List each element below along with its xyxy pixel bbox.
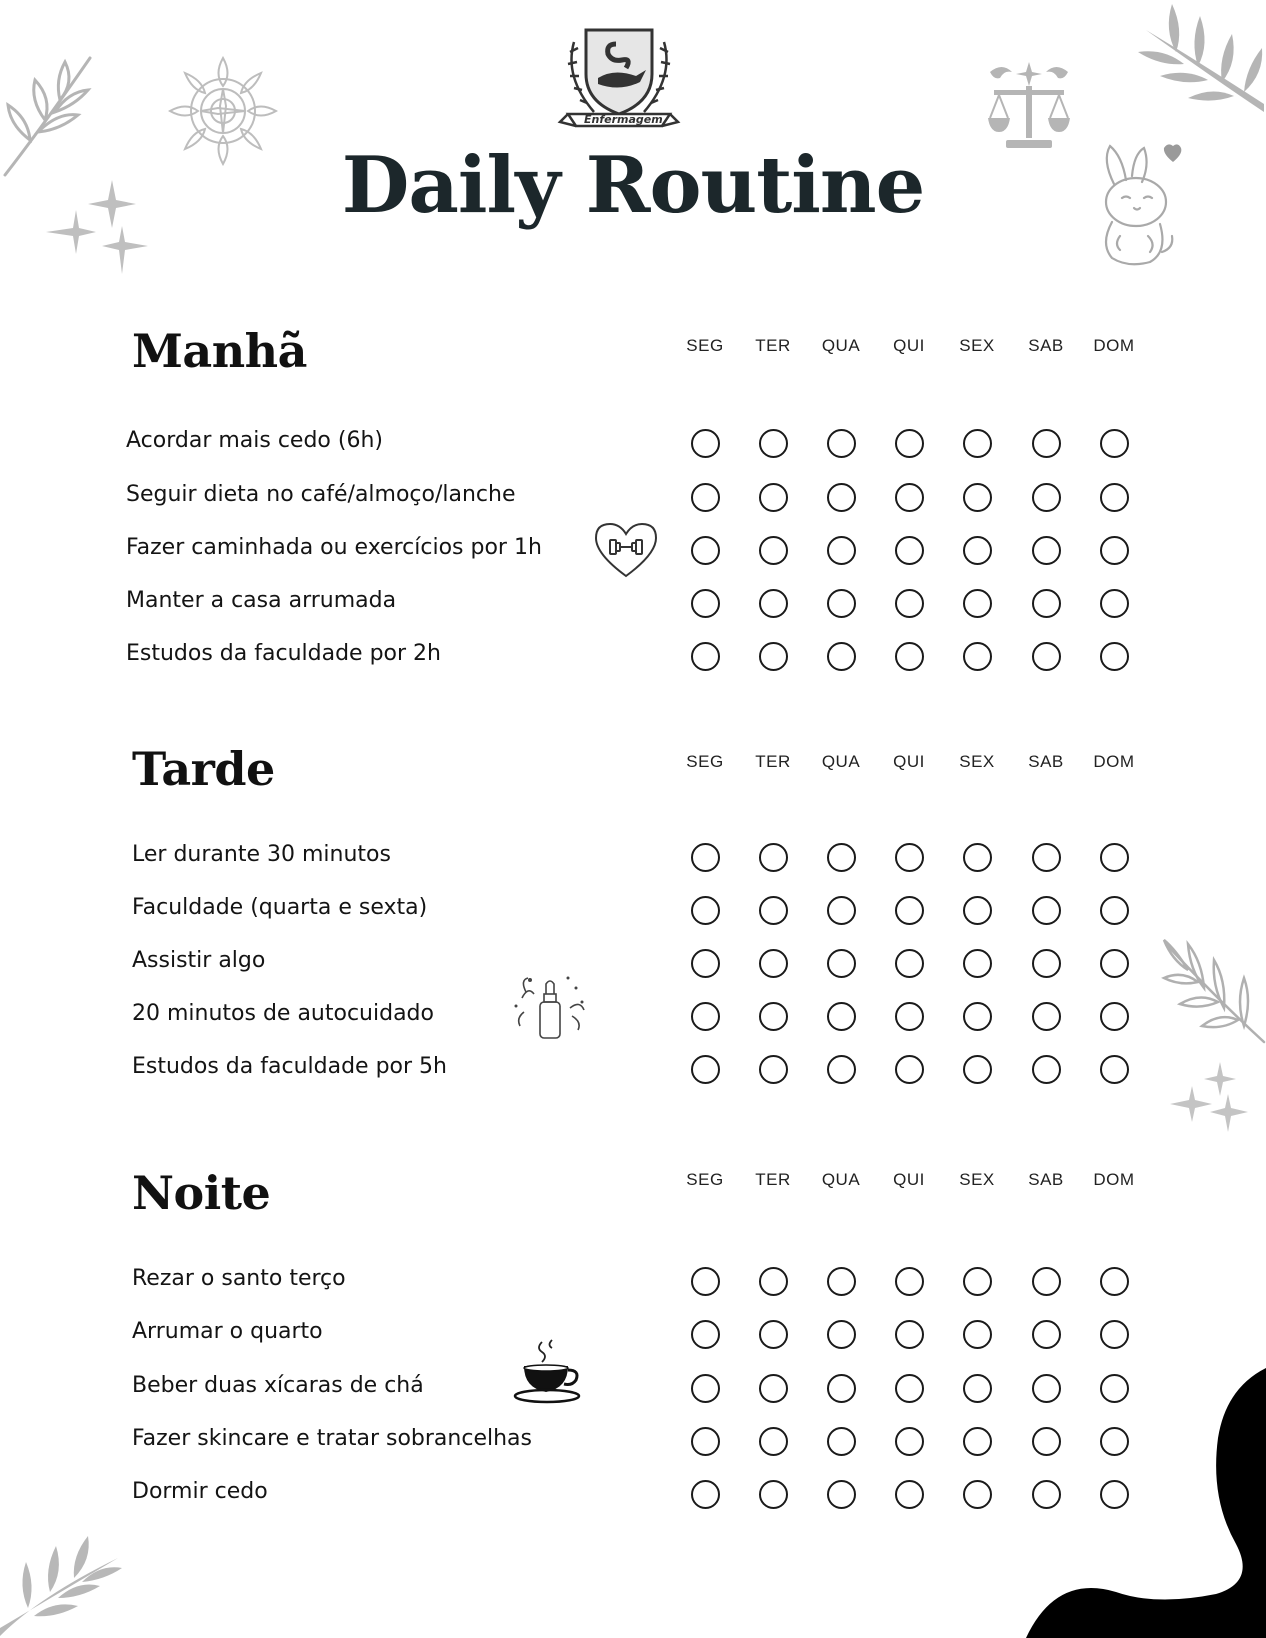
leaf-branch-top-right-icon bbox=[1136, 0, 1266, 120]
task-checkbox-dom[interactable] bbox=[1100, 642, 1129, 671]
task-checkbox-sex[interactable] bbox=[963, 1267, 992, 1296]
task-checkbox-seg[interactable] bbox=[691, 429, 720, 458]
heart-dumbbell-icon bbox=[592, 520, 660, 580]
task-label: Beber duas xícaras de chá bbox=[132, 1373, 424, 1398]
task-checkbox-seg[interactable] bbox=[691, 483, 720, 512]
task-checkbox-ter[interactable] bbox=[759, 1480, 788, 1509]
task-checkbox-ter[interactable] bbox=[759, 1374, 788, 1403]
task-checkbox-sab[interactable] bbox=[1032, 642, 1061, 671]
task-checkbox-qua[interactable] bbox=[827, 483, 856, 512]
task-checkbox-sex[interactable] bbox=[963, 896, 992, 925]
day-header-sab: SAB bbox=[1028, 752, 1064, 771]
section-title: Noite bbox=[132, 1166, 271, 1220]
task-checkbox-seg[interactable] bbox=[691, 1374, 720, 1403]
day-header-qui: QUI bbox=[893, 336, 925, 355]
task-checkbox-sab[interactable] bbox=[1032, 1002, 1061, 1031]
task-checkbox-qui[interactable] bbox=[895, 1267, 924, 1296]
task-label: Manter a casa arrumada bbox=[126, 588, 397, 613]
leaf-branch-bottom-left-icon bbox=[0, 1532, 124, 1638]
task-checkbox-seg[interactable] bbox=[691, 589, 720, 618]
task-label: Dormir cedo bbox=[132, 1479, 268, 1504]
task-checkbox-ter[interactable] bbox=[759, 1427, 788, 1456]
task-label: Faculdade (quarta e sexta) bbox=[132, 895, 428, 920]
task-checkbox-qua[interactable] bbox=[827, 896, 856, 925]
task-checkbox-ter[interactable] bbox=[759, 429, 788, 458]
day-header-dom: DOM bbox=[1093, 336, 1135, 355]
task-label: Assistir algo bbox=[132, 948, 266, 973]
task-checkbox-qui[interactable] bbox=[895, 483, 924, 512]
task-checkbox-ter[interactable] bbox=[759, 1002, 788, 1031]
task-checkbox-dom[interactable] bbox=[1100, 1320, 1129, 1349]
task-checkbox-ter[interactable] bbox=[759, 589, 788, 618]
task-checkbox-sab[interactable] bbox=[1032, 536, 1061, 565]
page-title: Daily Routine bbox=[341, 140, 925, 231]
task-checkbox-sab[interactable] bbox=[1032, 949, 1061, 978]
task-checkbox-seg[interactable] bbox=[691, 843, 720, 872]
section-title: Manhã bbox=[132, 324, 307, 378]
task-checkbox-ter[interactable] bbox=[759, 1055, 788, 1084]
task-checkbox-qua[interactable] bbox=[827, 1055, 856, 1084]
task-checkbox-qua[interactable] bbox=[827, 536, 856, 565]
task-checkbox-dom[interactable] bbox=[1100, 896, 1129, 925]
task-checkbox-qua[interactable] bbox=[827, 589, 856, 618]
day-header-qua: QUA bbox=[821, 336, 861, 355]
task-label: Ler durante 30 minutos bbox=[132, 842, 391, 867]
task-checkbox-sab[interactable] bbox=[1032, 483, 1061, 512]
task-checkbox-seg[interactable] bbox=[691, 1427, 720, 1456]
task-checkbox-ter[interactable] bbox=[759, 1267, 788, 1296]
task-checkbox-dom[interactable] bbox=[1100, 483, 1129, 512]
task-checkbox-qua[interactable] bbox=[827, 1320, 856, 1349]
task-label: Arrumar o quarto bbox=[132, 1319, 323, 1344]
task-checkbox-seg[interactable] bbox=[691, 1267, 720, 1296]
day-header-sex: SEX bbox=[959, 336, 995, 355]
task-label: Fazer skincare e tratar sobrancelhas bbox=[132, 1426, 532, 1451]
task-checkbox-dom[interactable] bbox=[1100, 429, 1129, 458]
task-checkbox-qua[interactable] bbox=[827, 1002, 856, 1031]
task-label: Estudos da faculdade por 5h bbox=[132, 1054, 447, 1079]
task-checkbox-qui[interactable] bbox=[895, 642, 924, 671]
task-checkbox-dom[interactable] bbox=[1100, 1267, 1129, 1296]
day-header-dom: DOM bbox=[1093, 1170, 1135, 1189]
task-checkbox-sab[interactable] bbox=[1032, 1320, 1061, 1349]
task-checkbox-dom[interactable] bbox=[1100, 536, 1129, 565]
task-checkbox-qui[interactable] bbox=[895, 1480, 924, 1509]
task-checkbox-seg[interactable] bbox=[691, 1055, 720, 1084]
task-checkbox-seg[interactable] bbox=[691, 642, 720, 671]
task-checkbox-qui[interactable] bbox=[895, 949, 924, 978]
day-header-dom: DOM bbox=[1093, 752, 1135, 771]
sparkles-right-icon bbox=[1168, 1062, 1252, 1132]
task-checkbox-sex[interactable] bbox=[963, 1480, 992, 1509]
section-title: Tarde bbox=[132, 742, 275, 796]
task-checkbox-qui[interactable] bbox=[895, 589, 924, 618]
task-label: Fazer caminhada ou exercícios por 1h bbox=[126, 535, 542, 560]
day-header-qua: QUA bbox=[821, 752, 861, 771]
task-checkbox-qui[interactable] bbox=[895, 843, 924, 872]
task-checkbox-sab[interactable] bbox=[1032, 1055, 1061, 1084]
task-checkbox-sab[interactable] bbox=[1032, 589, 1061, 618]
task-checkbox-qua[interactable] bbox=[827, 1267, 856, 1296]
emblem-label: Enfermagem bbox=[584, 113, 663, 126]
task-checkbox-sab[interactable] bbox=[1032, 843, 1061, 872]
task-checkbox-qua[interactable] bbox=[827, 642, 856, 671]
task-checkbox-sex[interactable] bbox=[963, 843, 992, 872]
libra-zodiac-icon bbox=[984, 60, 1074, 152]
task-checkbox-seg[interactable] bbox=[691, 1480, 720, 1509]
day-header-sab: SAB bbox=[1028, 336, 1064, 355]
day-header-qui: QUI bbox=[893, 1170, 925, 1189]
task-checkbox-qua[interactable] bbox=[827, 1374, 856, 1403]
task-checkbox-sab[interactable] bbox=[1032, 1267, 1061, 1296]
task-checkbox-seg[interactable] bbox=[691, 896, 720, 925]
task-label: Seguir dieta no café/almoço/lanche bbox=[126, 482, 516, 507]
task-checkbox-qua[interactable] bbox=[827, 843, 856, 872]
task-checkbox-ter[interactable] bbox=[759, 536, 788, 565]
task-checkbox-ter[interactable] bbox=[759, 949, 788, 978]
decorative-black-blob bbox=[1006, 1368, 1266, 1638]
task-checkbox-sex[interactable] bbox=[963, 483, 992, 512]
serum-bottle-icon bbox=[512, 972, 588, 1042]
day-header-seg: SEG bbox=[686, 1170, 724, 1189]
task-checkbox-sex[interactable] bbox=[963, 1374, 992, 1403]
day-header-ter: TER bbox=[755, 336, 791, 355]
task-checkbox-sex[interactable] bbox=[963, 949, 992, 978]
task-checkbox-ter[interactable] bbox=[759, 1320, 788, 1349]
task-label: Rezar o santo terço bbox=[132, 1266, 346, 1291]
task-checkbox-ter[interactable] bbox=[759, 642, 788, 671]
task-checkbox-ter[interactable] bbox=[759, 896, 788, 925]
task-label: 20 minutos de autocuidado bbox=[132, 1001, 434, 1026]
day-header-sab: SAB bbox=[1028, 1170, 1064, 1189]
task-checkbox-ter[interactable] bbox=[759, 483, 788, 512]
task-checkbox-ter[interactable] bbox=[759, 843, 788, 872]
task-checkbox-sex[interactable] bbox=[963, 1427, 992, 1456]
task-checkbox-dom[interactable] bbox=[1100, 589, 1129, 618]
day-header-seg: SEG bbox=[686, 752, 724, 771]
task-checkbox-qua[interactable] bbox=[827, 1480, 856, 1509]
task-checkbox-qui[interactable] bbox=[895, 1055, 924, 1084]
day-header-qua: QUA bbox=[821, 1170, 861, 1189]
task-label: Acordar mais cedo (6h) bbox=[126, 428, 383, 453]
day-header-seg: SEG bbox=[686, 336, 724, 355]
task-checkbox-sex[interactable] bbox=[963, 536, 992, 565]
task-checkbox-sex[interactable] bbox=[963, 589, 992, 618]
task-checkbox-qua[interactable] bbox=[827, 949, 856, 978]
task-checkbox-qui[interactable] bbox=[895, 1320, 924, 1349]
task-checkbox-sex[interactable] bbox=[963, 1055, 992, 1084]
task-checkbox-sab[interactable] bbox=[1032, 896, 1061, 925]
task-checkbox-seg[interactable] bbox=[691, 949, 720, 978]
task-checkbox-dom[interactable] bbox=[1100, 1002, 1129, 1031]
task-checkbox-qui[interactable] bbox=[895, 536, 924, 565]
task-checkbox-dom[interactable] bbox=[1100, 1055, 1129, 1084]
task-checkbox-seg[interactable] bbox=[691, 1320, 720, 1349]
task-label: Estudos da faculdade por 2h bbox=[126, 641, 441, 666]
task-checkbox-qui[interactable] bbox=[895, 896, 924, 925]
task-checkbox-dom[interactable] bbox=[1100, 949, 1129, 978]
task-checkbox-sex[interactable] bbox=[963, 1320, 992, 1349]
tea-cup-icon bbox=[512, 1338, 582, 1406]
task-checkbox-dom[interactable] bbox=[1100, 843, 1129, 872]
task-checkbox-qui[interactable] bbox=[895, 429, 924, 458]
task-checkbox-sex[interactable] bbox=[963, 642, 992, 671]
day-header-sex: SEX bbox=[959, 1170, 995, 1189]
task-checkbox-qui[interactable] bbox=[895, 1002, 924, 1031]
task-checkbox-qua[interactable] bbox=[827, 1427, 856, 1456]
task-checkbox-qui[interactable] bbox=[895, 1427, 924, 1456]
day-header-sex: SEX bbox=[959, 752, 995, 771]
task-checkbox-sab[interactable] bbox=[1032, 429, 1061, 458]
task-checkbox-sex[interactable] bbox=[963, 1002, 992, 1031]
day-header-qui: QUI bbox=[893, 752, 925, 771]
day-header-ter: TER bbox=[755, 1170, 791, 1189]
leaf-branch-right-icon bbox=[1158, 930, 1266, 1050]
task-checkbox-qui[interactable] bbox=[895, 1374, 924, 1403]
task-checkbox-seg[interactable] bbox=[691, 1002, 720, 1031]
task-checkbox-sex[interactable] bbox=[963, 429, 992, 458]
task-checkbox-qua[interactable] bbox=[827, 429, 856, 458]
day-header-ter: TER bbox=[755, 752, 791, 771]
task-checkbox-seg[interactable] bbox=[691, 536, 720, 565]
